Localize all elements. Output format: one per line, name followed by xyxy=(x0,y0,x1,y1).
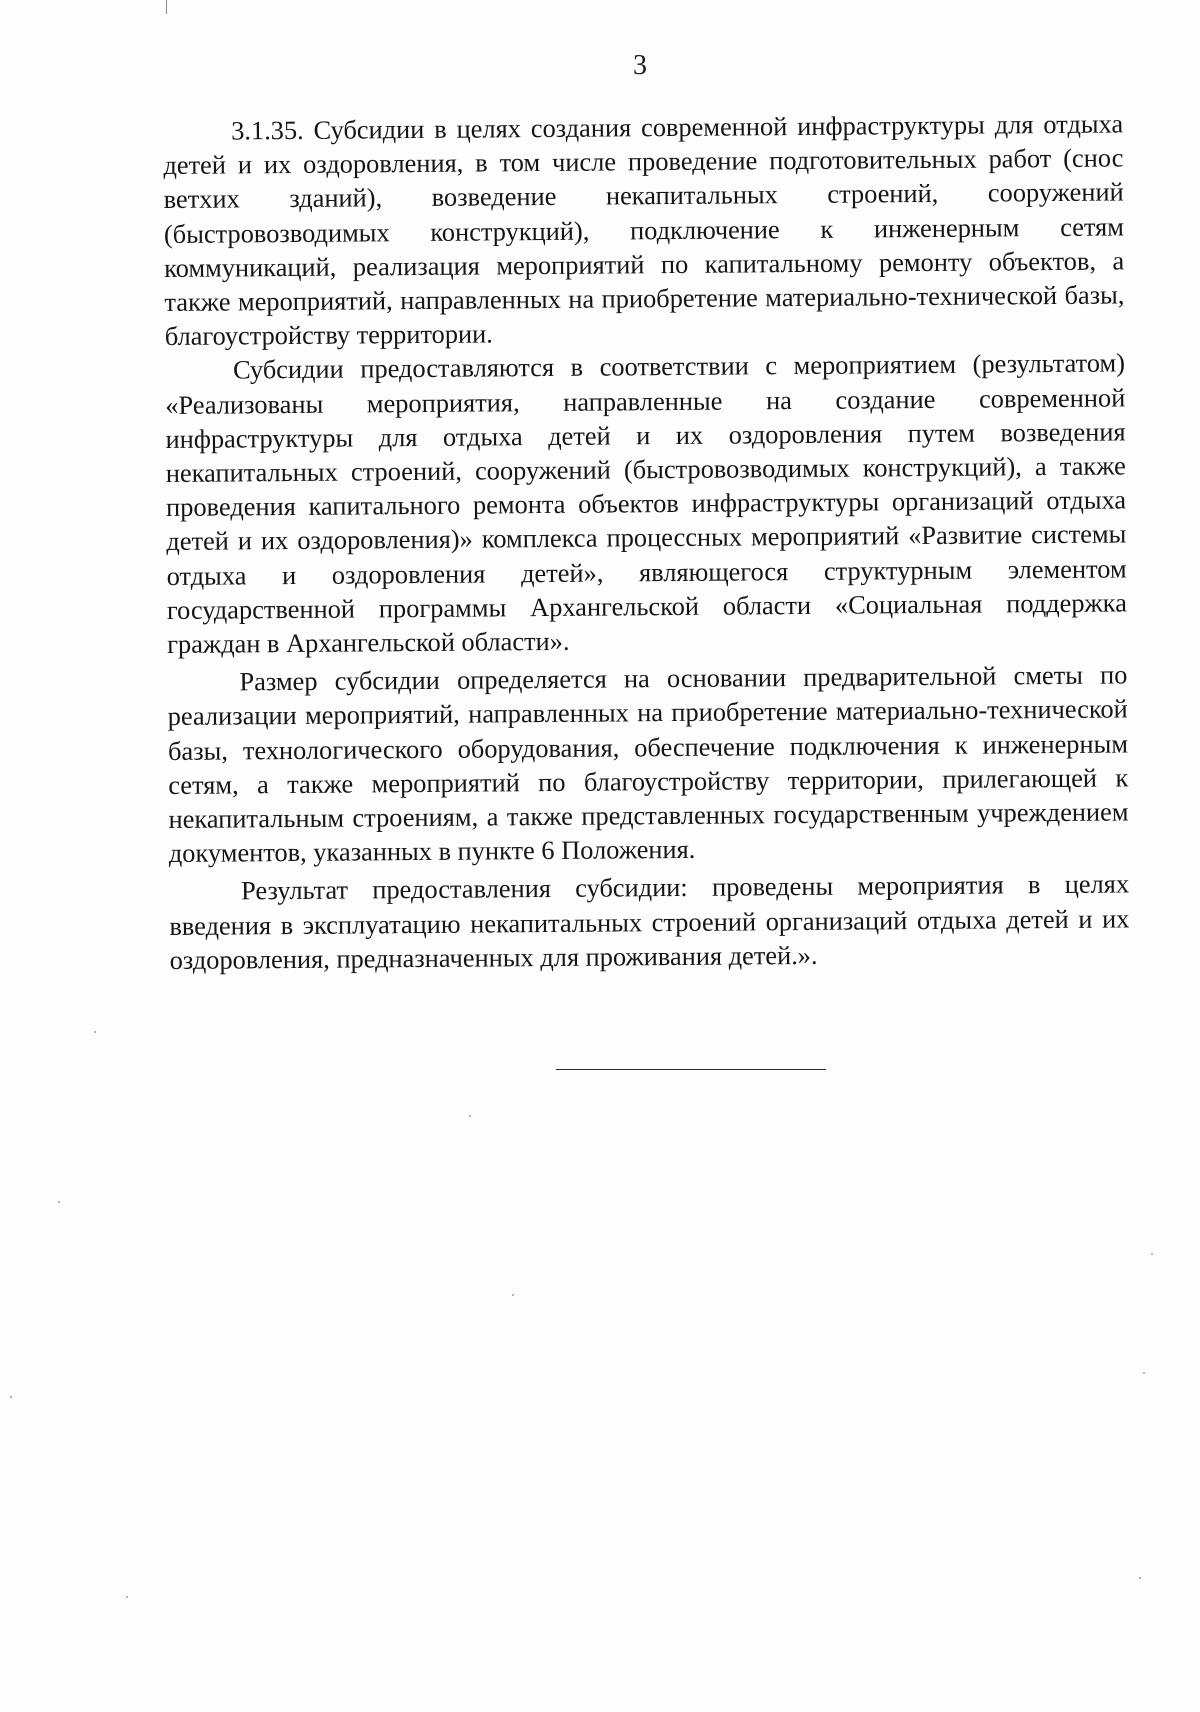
scan-speck xyxy=(126,1596,128,1598)
end-of-text-rule xyxy=(556,1069,826,1070)
paragraph-subsidy-result: Результат предоставления субсидии: проведены мероприятия в целях введения в эксплуатацию некапитальных строений организаций отдыха детей и их оздоровления, предназначенных для проживания детей.». xyxy=(169,868,1130,975)
scan-speck xyxy=(10,1396,12,1398)
scan-speck xyxy=(469,1115,471,1117)
page-number: 3 xyxy=(633,50,647,81)
paragraph-subsidy-amount: Размер субсидии определяется на основании предварительной сметы по реализации мероприятий, направленных на приобретение материально-технической базы, технологического оборудования, обеспечение подключения к инженерным сетям, а также мероприятий по благоустройству территории, прилегающей к некапитальным строениям, а также представленных государственным учреждением документов, указанных в пункте 6 Положения. xyxy=(167,659,1129,869)
scan-speck xyxy=(58,1201,60,1203)
document-body xyxy=(163,106,1130,977)
scan-speck xyxy=(1151,1253,1153,1255)
scan-speck xyxy=(94,1031,96,1033)
scan-speck xyxy=(512,1294,514,1296)
scan-edge-mark xyxy=(166,0,167,14)
scan-speck xyxy=(1139,1577,1141,1579)
scan-speck xyxy=(1143,1372,1145,1374)
paragraph-subsidy-provision: Субсидии предоставляются в соответствии с мероприятием (результатом) «Реализованы мероприятия, направленные на создание современной инфраструктуры для отдыха детей и их оздоровления путем возведения некапитальных строений, сооружений (быстровозводимых конструкций), а также проведения капитального ремонта объектов инфраструктуры организаций отдыха детей и их оздоровления)» комплекса процессных мероприятий «Развитие системы отдыха и оздоровления детей», являющегося структурным элементом государственной программы Архангельской области «Социальная поддержка граждан в Архангельской области». xyxy=(165,347,1127,660)
paragraph-3-1-35: 3.1.35. Субсидии в целях создания современной инфраструктуры для отдыха детей и их оздоровления, в том числе проведение подготовительных работ (снос ветхих зданий), возведение некапитальных строений, сооружений (быстровозводимых конструкций), подключение к инженерным сетям коммуникаций, реализация мероприятий по капитальному ремонту объектов, а также мероприятий, направленных на приобретение материально-технической базы, благоустройству территории. xyxy=(163,108,1125,352)
